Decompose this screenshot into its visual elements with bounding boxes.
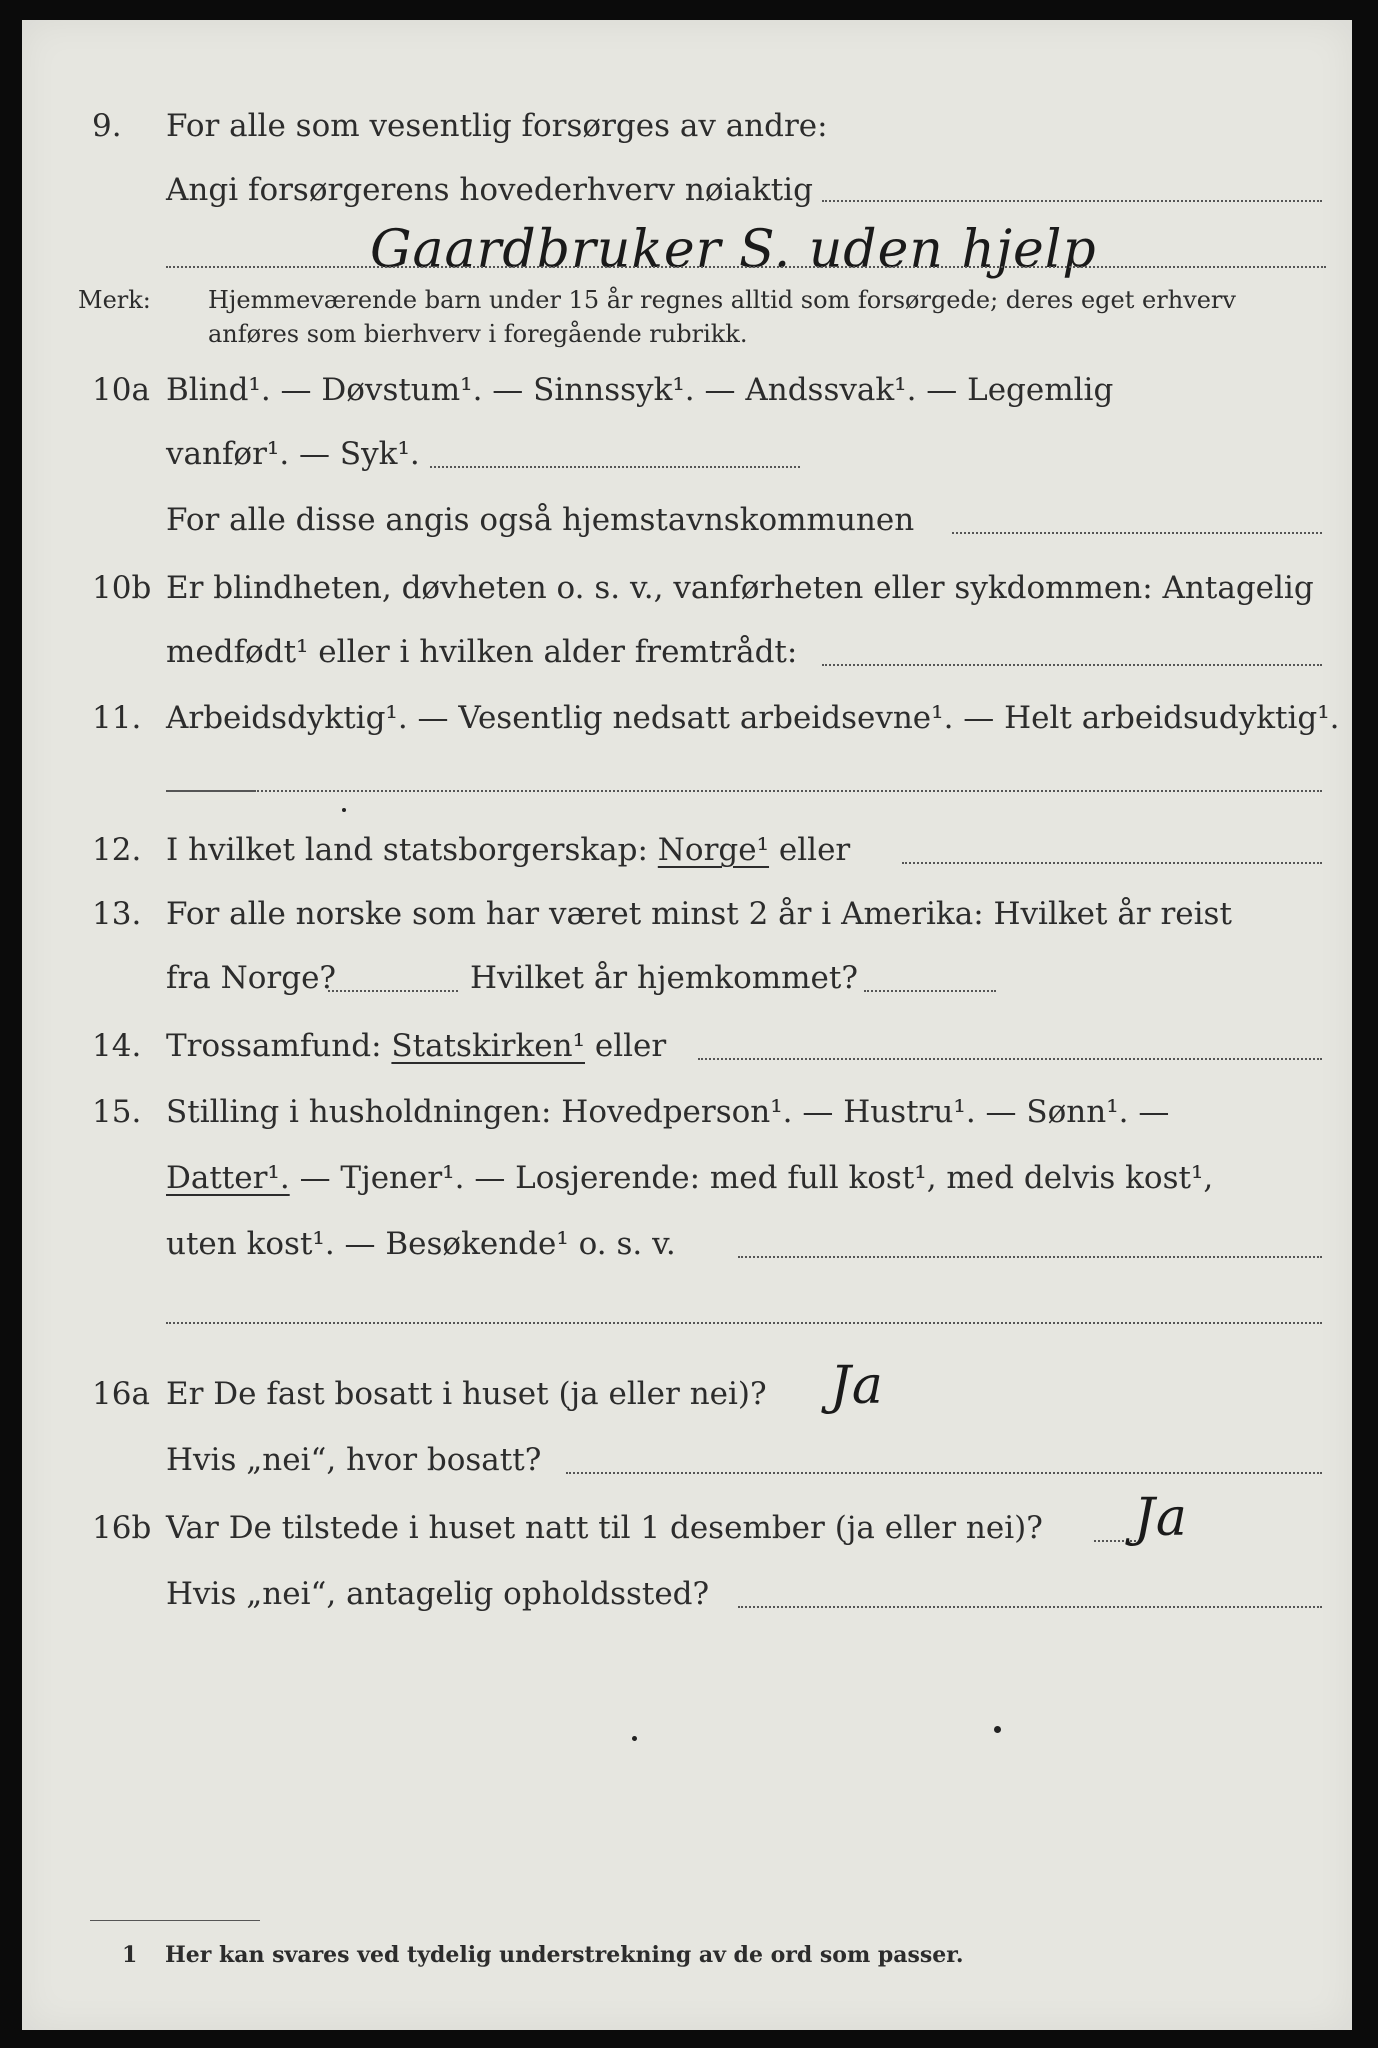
q13-number: 13. [92, 896, 142, 932]
q14-pre-text: Trossamfund: [166, 1028, 382, 1064]
q14-text [166, 1026, 666, 1066]
paper-speck [342, 808, 346, 812]
q12-number: 12. [92, 832, 142, 868]
q9-text-line1: For alle som vesentlig forsørges av andre: [166, 108, 828, 144]
q10a-text-line2: vanfør¹. — Syk¹. [166, 436, 420, 472]
footnote-mark: 1 [122, 1942, 138, 1968]
merk-text-line2: anføres som bierhverv i foregående rubrikk. [208, 320, 748, 348]
footnote-rule [90, 1920, 260, 1921]
q13-line1 [22, 894, 1352, 934]
q12-post-text: eller [778, 832, 851, 868]
q16b-line2 [22, 1574, 1352, 1614]
q16a-dotted-line [566, 1472, 1322, 1474]
q15-dotted-line [738, 1256, 1322, 1258]
q13-text-line2a: fra Norge? [166, 960, 337, 996]
q15-line3 [22, 1224, 1352, 1264]
q13-text-line2b: Hvilket år hjemkommet? [470, 960, 858, 996]
q11-line1 [22, 698, 1352, 738]
q9-text-line2: Angi forsørgerens hovederhverv nøiaktig [166, 172, 813, 208]
q11-dotted-line [254, 790, 1322, 792]
q9-line2 [22, 170, 1352, 210]
q10a-number: 10a [92, 372, 150, 408]
q9-dotted-line [822, 200, 1322, 202]
q10b-line1 [22, 568, 1352, 608]
q11-answer-mark [166, 790, 254, 792]
q15-extra-dotted-line [166, 1322, 1322, 1324]
q16b-number: 16b [92, 1510, 152, 1546]
q10b-number: 10b [92, 570, 152, 606]
q10b-dotted-line [822, 664, 1322, 666]
q13-line2 [22, 958, 1352, 998]
q9-handwritten-answer: Gaardbruker S. uden hjelp [370, 220, 1097, 280]
paper-speck [632, 1736, 637, 1741]
q15-text-line1: Stilling i husholdningen: Hovedperson¹. — Hustru¹. — Sønn¹. — [166, 1094, 1170, 1130]
footnote-text: Her kan svares ved tydelig understrekning av de ord som passer. [164, 1942, 964, 1968]
q15-line1 [22, 1092, 1352, 1132]
q16b-text-line1: Var De tilstede i huset natt til 1 desember (ja eller nei)? [166, 1510, 1043, 1546]
q15-line2 [22, 1158, 1352, 1198]
q15-text-line3: uten kost¹. — Besøkende¹ o. s. v. [166, 1226, 676, 1262]
q9-number: 9. [92, 108, 122, 144]
q10b-text-line1: Er blindheten, døvheten o. s. v., vanførheten eller sykdommen: Antagelig [166, 570, 1314, 606]
q16b-dotted-line2 [738, 1606, 1322, 1608]
q16b-handwritten-answer: Ja [1134, 1488, 1188, 1548]
q11-number: 11. [92, 700, 142, 736]
q10a-syk-dotted-line [430, 466, 800, 468]
q9-line1 [22, 106, 1352, 146]
q14-post-text: eller [594, 1028, 667, 1064]
q16a-line1 [22, 1374, 1352, 1414]
q10a-hjemstavn-dotted-line [952, 532, 1322, 534]
q13-reist-dotted-line [328, 990, 458, 992]
q10a-text-line3: For alle disse angis også hjemstavnskommunen [166, 502, 915, 538]
q15-number: 15. [92, 1094, 142, 1130]
q13-text-line1: For alle norske som har været minst 2 år i Amerika: Hvilket år reist [166, 896, 1232, 932]
q16a-number: 16a [92, 1376, 150, 1412]
q15-text-line2 [166, 1158, 1213, 1198]
q16b-dotted-line1 [1094, 1540, 1136, 1542]
q14-dotted-line [698, 1058, 1322, 1060]
merk-text-line1: Hjemmeværende barn under 15 år regnes alltid som forsørgede; deres eget erhverv [208, 286, 1236, 314]
q14-underlined-answer: Statskirken¹ [391, 1028, 585, 1064]
q15-text-line2-rest: — Tjener¹. — Losjerende: med full kost¹, med delvis kost¹, [299, 1160, 1214, 1196]
q12-text [166, 830, 850, 870]
paper-speck [994, 1726, 1001, 1733]
q10b-text-line2: medfødt¹ eller i hvilken alder fremtrådt: [166, 634, 798, 670]
q9-answer-line [166, 266, 1326, 268]
q16a-line2 [22, 1440, 1352, 1480]
q16a-text-line1: Er De fast bosatt i huset (ja eller nei)? [166, 1376, 767, 1412]
q11-text-line1: Arbeidsdyktig¹. — Vesentlig nedsatt arbeidsevne¹. — Helt arbeidsudyktig¹. [166, 700, 1340, 736]
q16a-text-line2: Hvis „nei“, hvor bosatt? [166, 1442, 542, 1478]
q14-line1 [22, 1026, 1352, 1066]
q16b-text-line2: Hvis „nei“, antagelig opholdssted? [166, 1576, 710, 1612]
q10a-line3 [22, 500, 1352, 540]
q12-pre-text: I hvilket land statsborgerskap: [166, 832, 648, 868]
q10b-line2 [22, 632, 1352, 672]
q10a-line2 [22, 434, 1352, 474]
q12-line1 [22, 830, 1352, 870]
q15-underlined-answer: Datter¹. [166, 1160, 290, 1196]
q12-underlined-answer: Norge¹ [657, 832, 770, 868]
census-form-page [22, 20, 1352, 2030]
q14-number: 14. [92, 1028, 142, 1064]
merk-label: Merk: [78, 286, 151, 314]
q10a-line1 [22, 370, 1352, 410]
q13-hjemkommet-dotted-line [864, 990, 996, 992]
q10a-text-line1: Blind¹. — Døvstum¹. — Sinnssyk¹. — Andssvak¹. — Legemlig [166, 372, 1114, 408]
q16a-handwritten-answer: Ja [830, 1356, 884, 1416]
footnote [122, 1940, 964, 1970]
q12-dotted-line [902, 862, 1322, 864]
